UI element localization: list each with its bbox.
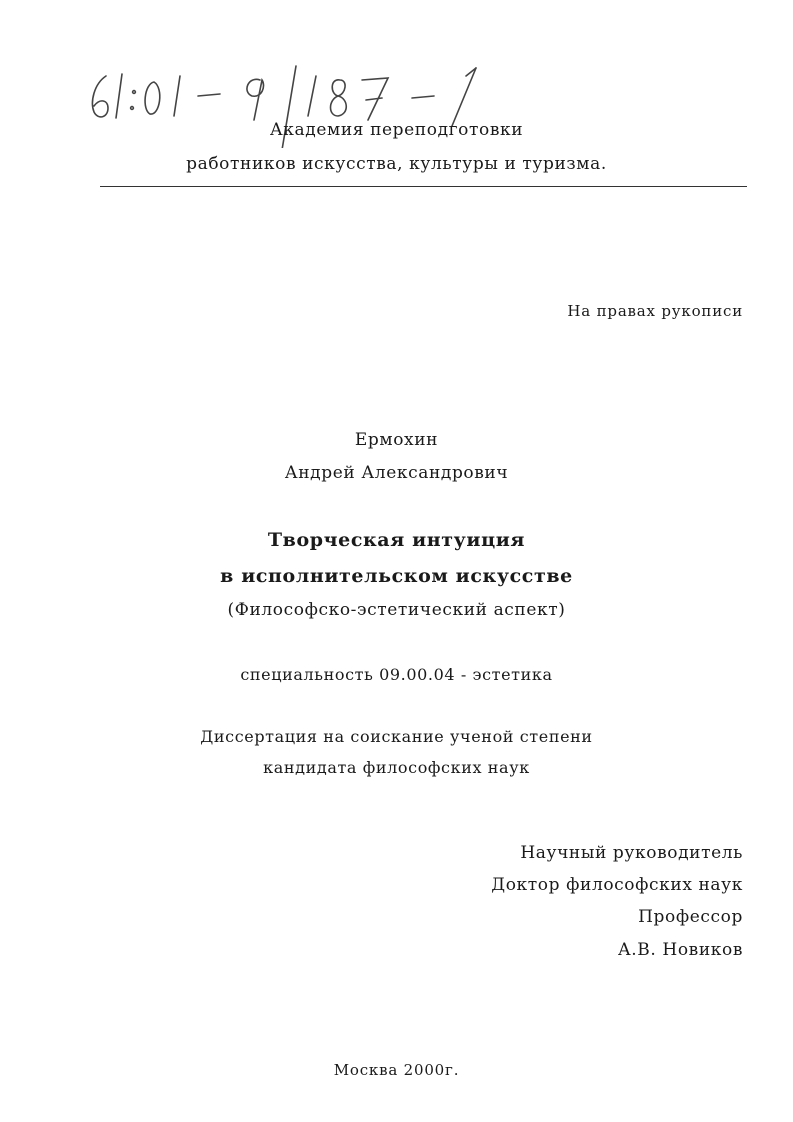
specialty: специальность 09.00.04 - эстетика <box>240 665 553 684</box>
institution-line-2: работников искусства, культуры и туризма. <box>186 154 607 174</box>
supervisor-name: А.В. Новиков <box>617 940 743 960</box>
supervisor-rank: Профессор <box>638 907 743 927</box>
supervisor-role: Научный руководитель <box>520 843 743 863</box>
institution-line-1: Академия переподготовки <box>269 120 524 140</box>
title-subtitle: (Философско-эстетический аспект) <box>227 600 566 620</box>
place-and-year: Москва 2000г. <box>333 1061 460 1079</box>
degree-line-2: кандидата философских наук <box>263 758 530 777</box>
author-given-names: Андрей Александрович <box>284 463 509 483</box>
supervisor-degree: Доктор философских наук <box>491 875 743 895</box>
header-divider <box>100 186 747 187</box>
manuscript-note: На правах рукописи <box>567 302 743 320</box>
title-line-1: Творческая интуиция <box>267 529 526 551</box>
author-surname: Ермохин <box>354 430 439 450</box>
title-line-2: в исполнительском искусстве <box>220 565 573 587</box>
degree-line-1: Диссертация на соискание ученой степени <box>200 727 593 746</box>
